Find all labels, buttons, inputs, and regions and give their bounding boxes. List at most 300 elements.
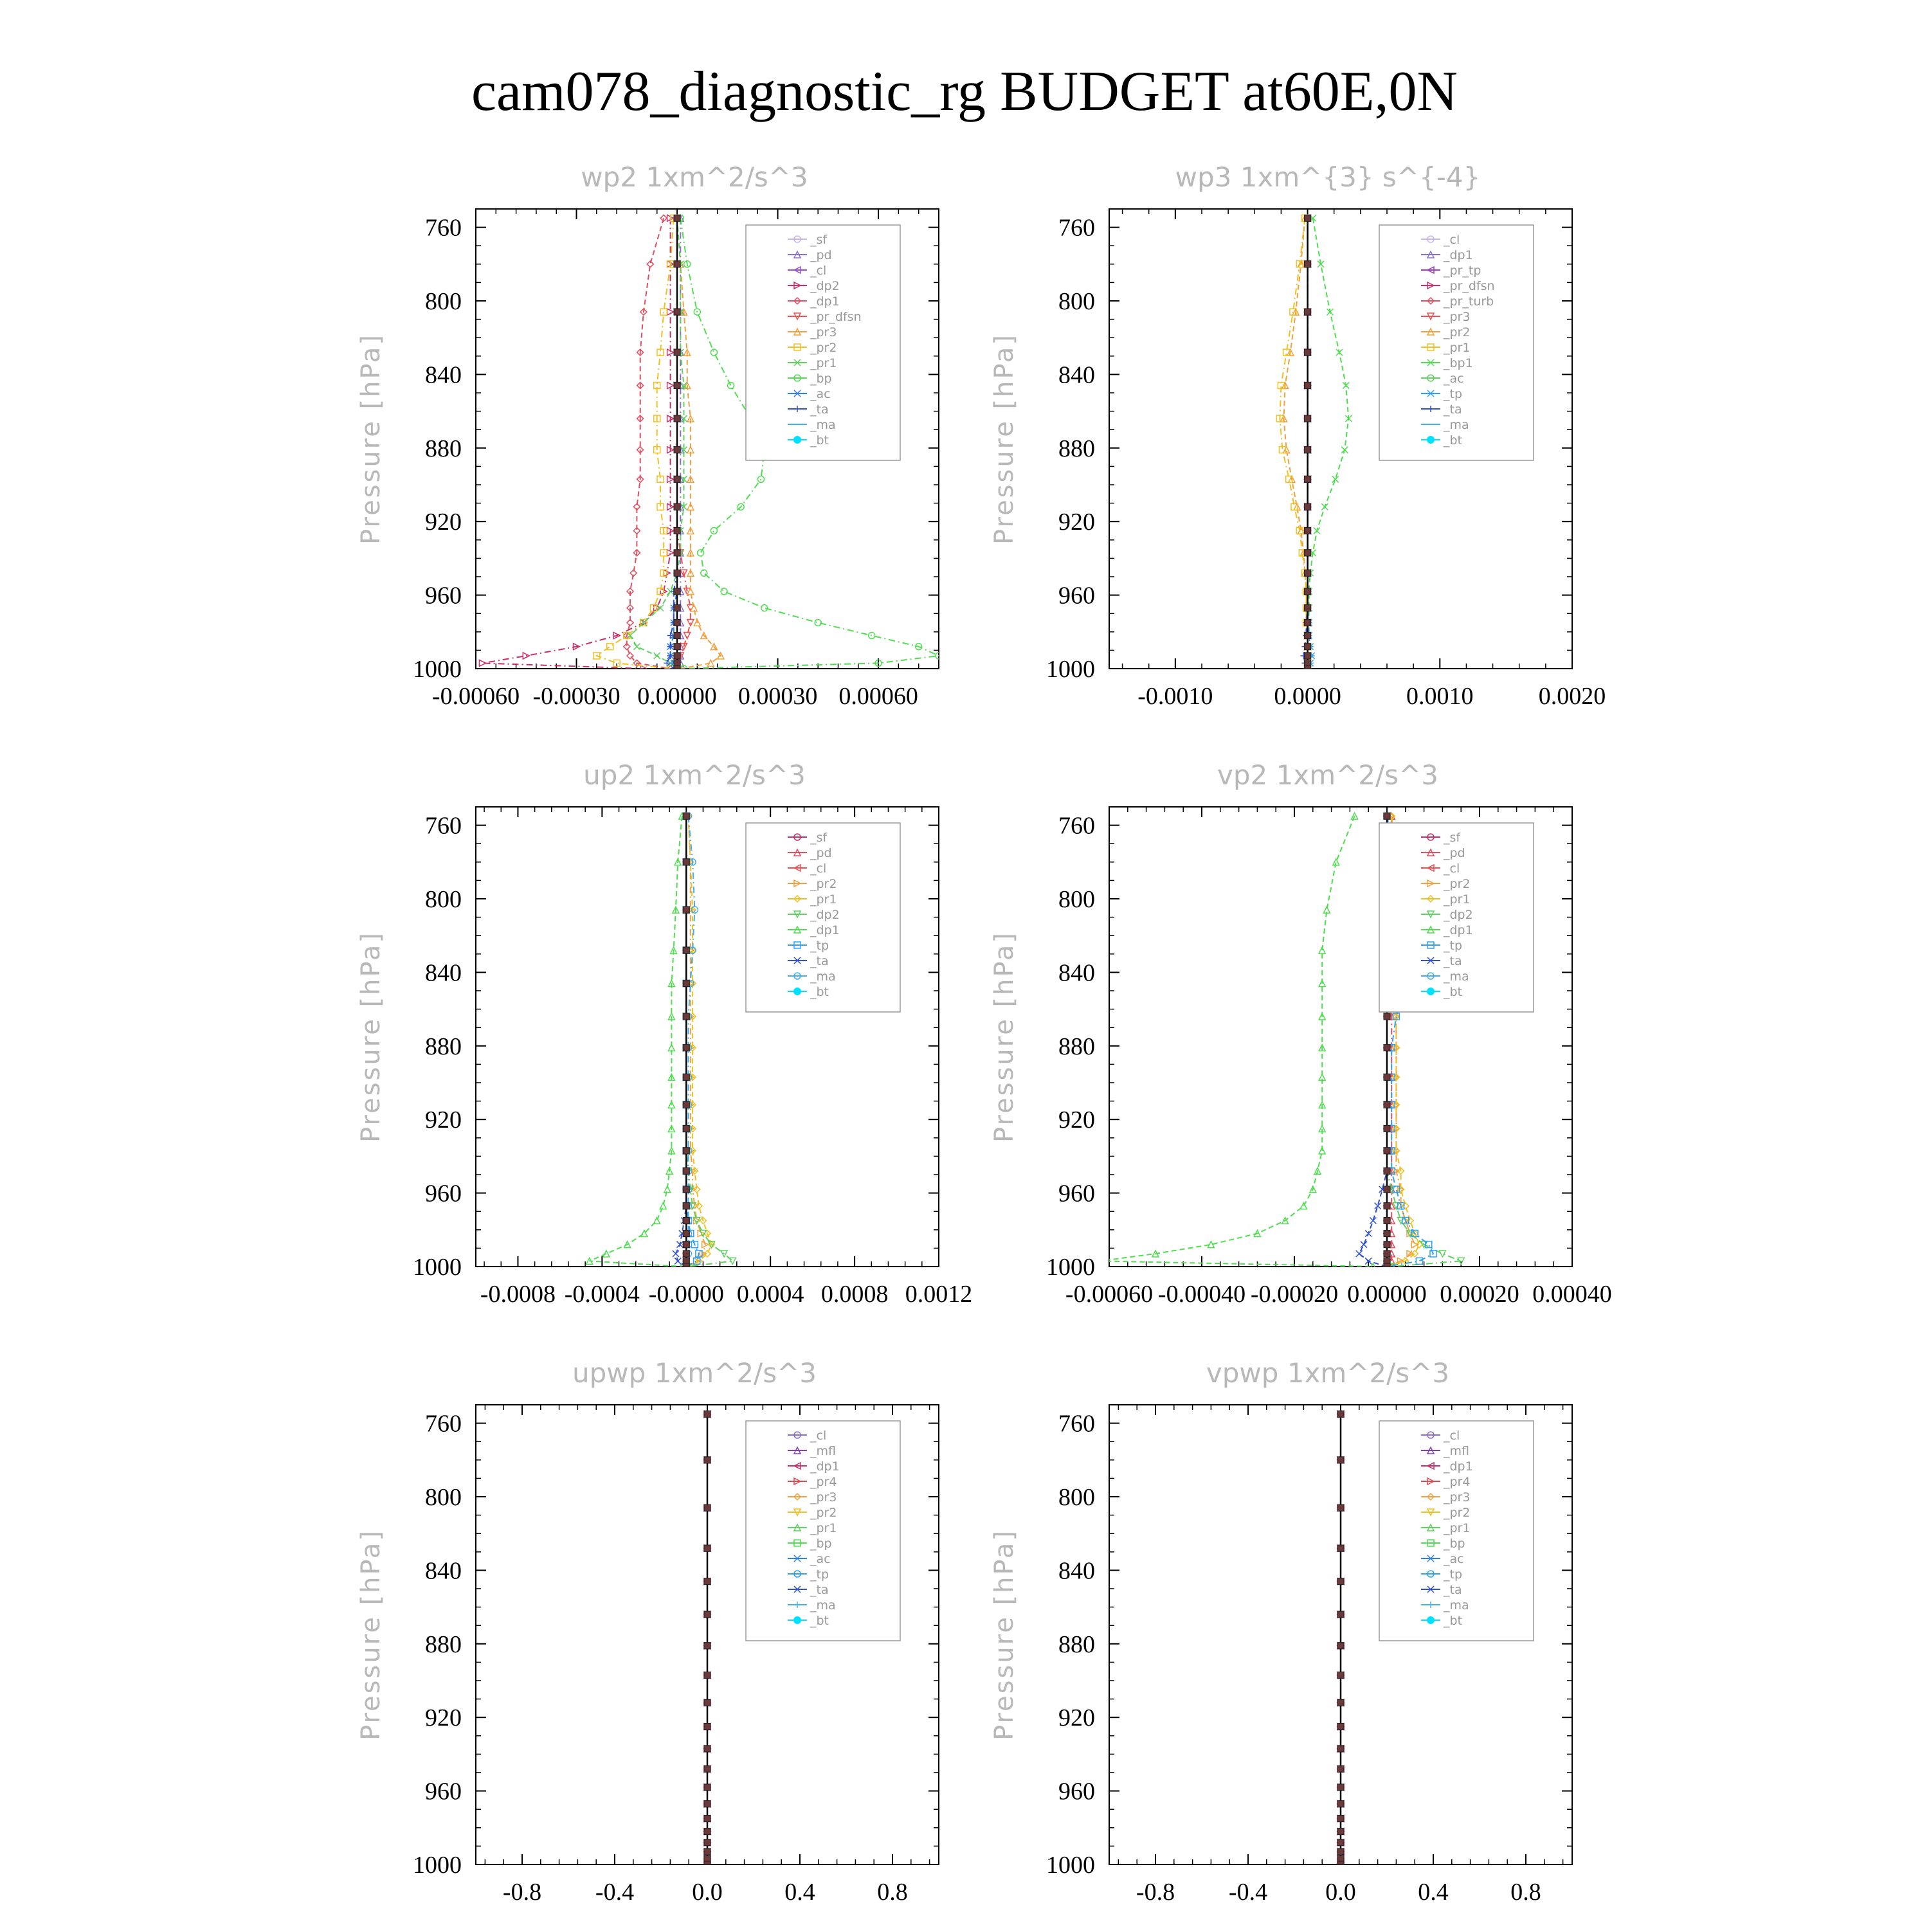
x-tick-label: 0.00020 [1440,1281,1519,1308]
legend-label: _tp [1444,387,1463,401]
series-line-pr2 [597,218,674,669]
data-point [1384,1013,1390,1020]
data-point [1384,1263,1390,1270]
data-point [683,1101,689,1108]
legend-label: _ac [1444,1552,1464,1566]
panel-4 [990,759,1612,1308]
legend-label: _pd [810,846,832,860]
data-point [1384,1148,1390,1154]
legend-label: _bt [810,1614,829,1628]
x-tick-label: 0.8 [877,1879,908,1906]
data-point [704,1746,711,1752]
data-point [674,261,680,267]
legend-label: _tp [1444,939,1463,953]
x-tick-label: -0.00060 [1065,1281,1154,1308]
legend-swatch-marker [1427,436,1435,444]
x-tick-label: 0.8 [1510,1879,1541,1906]
y-tick-label: 880 [425,1630,462,1658]
series-group [1337,1411,1344,1868]
data-point [1337,1801,1344,1807]
data-point [1305,605,1311,611]
legend-label: _dp2 [810,908,840,922]
x-tick-label: -0.8 [502,1879,542,1906]
x-tick-label: -0.8 [1136,1879,1175,1906]
x-tick-label: -0.00030 [532,683,620,710]
legend-label: _pr2 [810,341,837,355]
data-point [683,1168,689,1174]
data-point [1319,947,1325,953]
data-point [674,503,680,510]
legend-label: _pr2 [1444,325,1471,339]
legend-label: _tp [810,1567,829,1582]
x-tick-label: -0.00020 [1250,1281,1339,1308]
data-point [1341,447,1348,453]
data-point [1305,633,1311,639]
data-point [674,528,680,534]
data-point [721,588,727,595]
data-point [1439,1250,1445,1257]
series-line-ta [667,218,677,669]
data-point [674,620,680,626]
y-tick-label: 960 [425,582,462,609]
panel-5 [356,1357,939,1906]
legend-label: _ma [1444,970,1469,984]
legend-label: _bp [1444,1537,1465,1551]
x-tick-label: 0.00040 [1532,1281,1612,1308]
data-point [704,1724,711,1730]
legend-label: _ac [810,1552,831,1566]
y-tick-label: 760 [425,812,462,840]
data-point [704,1643,711,1649]
legend-label: _pr1 [810,892,837,907]
legend-label: _pd [1444,846,1465,860]
data-point [704,1765,711,1772]
legend-label: _ta [810,402,829,417]
legend-label: _dp1 [1444,1459,1473,1474]
data-point [1305,261,1311,267]
data-point [683,1186,689,1193]
legend-label: _sf [1444,831,1461,845]
data-point [674,644,680,650]
y-tick-label: 840 [1058,361,1095,389]
data-point [1337,1784,1344,1791]
legend-label: _ma [810,1598,836,1612]
legend-label: _pr1 [1444,892,1471,907]
panel-title: vpwp 1xm^2/s^3 [1206,1357,1450,1389]
y-tick-label: 840 [425,361,462,389]
data-point [633,644,640,650]
data-point [1305,309,1311,315]
data-point [1305,383,1311,389]
data-point [1384,1045,1390,1051]
data-point [674,349,680,356]
x-tick-label: 0.0004 [736,1281,804,1308]
data-point [1305,415,1311,422]
data-point [674,309,680,315]
series-line-dp1 [590,816,682,1267]
data-point [673,1250,679,1257]
x-tick-label: 0.00060 [838,683,918,710]
x-tick-label: 0.0 [1325,1879,1356,1906]
data-point [1305,528,1311,534]
legend-label: _dp2 [1444,908,1473,922]
data-point [1384,1203,1390,1209]
data-point [1097,1258,1103,1264]
x-tick-label: 0.0008 [820,1281,889,1308]
x-tick-label: -0.0004 [564,1281,640,1308]
data-point [683,907,689,913]
data-point [674,665,680,672]
x-tick-label: 0.0010 [1406,683,1474,710]
y-tick-label: 880 [1058,1033,1095,1060]
y-tick-label: 920 [1058,1704,1095,1732]
legend-label: _mfl [810,1444,836,1458]
legend-label: _ac [1444,372,1464,386]
x-tick-label: 0.00000 [1347,1281,1427,1308]
data-point [674,215,680,221]
data-point [704,1578,711,1585]
data-point [704,1839,711,1846]
data-point [664,1186,671,1193]
data-point [660,1203,666,1209]
data-point [674,415,680,422]
x-tick-label: 0.00000 [637,683,717,710]
data-point [1384,1241,1390,1248]
data-point [1305,620,1311,626]
data-point [683,1241,689,1248]
data-point [704,1816,711,1822]
data-point [683,1263,689,1270]
data-point [1305,503,1311,510]
data-point [683,1250,689,1257]
data-point [704,1411,711,1417]
data-point [1337,1746,1344,1752]
data-point [1305,644,1311,650]
data-point [1337,1848,1344,1855]
data-point [1337,1545,1344,1551]
series-line-pr2 [1284,218,1308,669]
legend-label: _cl [810,1429,827,1443]
data-point [683,1074,689,1080]
data-point [1337,1672,1344,1678]
data-point [674,476,680,482]
legend-label: _ma [1444,1598,1469,1612]
y-tick-label: 1000 [1046,1852,1095,1879]
legend-label: _pr1 [810,1521,837,1535]
data-point [683,1231,689,1237]
legend-label: _dp1 [1444,923,1473,937]
y-tick-label: 760 [425,214,462,242]
data-point [1337,1839,1344,1846]
legend-label: _pr2 [1444,877,1471,891]
data-point [683,859,689,865]
data-point [683,1148,689,1154]
legend-label: _pr4 [810,1475,837,1489]
data-point [1300,1203,1307,1209]
x-tick-label: 0.0012 [905,1281,973,1308]
legend-label: _ac [810,387,831,401]
data-point [1305,588,1311,595]
data-point [1337,1611,1344,1618]
y-tick-label: 760 [1058,812,1095,840]
data-point [704,1611,711,1618]
legend-label: _pr_dfsn [810,310,862,324]
data-point [728,383,734,389]
legend-label: _cl [810,862,827,876]
panel-title: up2 1xm^2/s^3 [583,759,806,791]
y-tick-label: 880 [1058,1630,1095,1658]
y-tick-label: 760 [1058,214,1095,242]
panel-title: upwp 1xm^2/s^3 [572,1357,817,1389]
series-line-dp2 [482,218,670,669]
y-tick-label: 920 [1058,509,1095,536]
legend-label: _dp1 [810,1459,840,1474]
data-point [1361,1241,1367,1248]
data-point [704,1801,711,1807]
legend-label: _sf [810,831,828,845]
data-point [674,447,680,453]
y-tick-label: 760 [425,1410,462,1438]
data-point [1337,1828,1344,1835]
x-tick-label: -0.0010 [1137,683,1213,710]
data-point [704,1848,711,1855]
panel-title: wp2 1xm^2/s^3 [581,161,808,193]
y-tick-label: 800 [1058,288,1095,315]
legend-label: _ta [1444,1583,1462,1597]
data-point [1305,653,1311,659]
data-point [1337,1411,1344,1417]
legend-swatch-marker [1427,988,1435,995]
data-point [683,947,689,953]
y-tick-label: 840 [425,1557,462,1585]
legend-label: _pr_tp [1444,264,1481,278]
y-tick-label: 960 [1058,1778,1095,1805]
data-point [1337,1699,1344,1706]
legend-label: _pr2 [810,1506,837,1520]
data-point [683,813,689,819]
x-tick-label: -0.00040 [1157,1281,1246,1308]
legend-swatch-marker [793,1616,801,1624]
legend-label: _bp [810,1537,832,1551]
x-tick-label: 0.0 [692,1879,723,1906]
data-point [1321,503,1328,510]
data-point [1384,813,1390,819]
data-point [700,1231,706,1237]
data-point [1305,476,1311,482]
x-tick-label: 0.00030 [738,683,818,710]
legend-label: _pr_turb [1444,294,1494,309]
legend-label: _pr3 [810,1490,837,1504]
data-point [1337,1765,1344,1772]
legend-label: _pr2 [810,877,837,891]
data-point [683,980,689,987]
y-tick-label: 920 [1058,1106,1095,1134]
y-axis-label: Pressure [hPa] [990,931,1019,1142]
x-tick-label: -0.4 [1228,1879,1268,1906]
x-tick-label: -0.0000 [648,1281,724,1308]
legend-label: _pr3 [1444,1490,1471,1504]
legend-label: _ta [810,954,829,968]
legend-label: _ta [1444,402,1462,417]
data-point [1337,1861,1344,1868]
data-point [704,1784,711,1791]
legend-label: _cl [1444,233,1460,247]
y-axis-label: Pressure [hPa] [990,1529,1019,1740]
legend-label: _dp2 [810,279,840,293]
data-point [1305,665,1311,672]
data-point [479,660,485,666]
legend-label: _ta [1444,954,1462,968]
y-tick-label: 800 [1058,1484,1095,1511]
legend-label: _dp1 [1444,248,1473,262]
legend-label: _bt [1444,985,1463,999]
data-point [1337,1643,1344,1649]
data-point [674,605,680,611]
x-tick-label: -0.4 [595,1879,635,1906]
legend-label: _bt [1444,1614,1463,1628]
data-point [684,633,691,639]
data-point [1384,1186,1390,1193]
y-tick-label: 800 [1058,886,1095,913]
series-group [586,813,736,1270]
data-point [1337,1578,1344,1585]
y-tick-label: 1000 [413,656,462,683]
data-point [698,550,704,556]
data-point [674,653,680,659]
y-tick-label: 800 [425,288,462,315]
panel-title: vp2 1xm^2/s^3 [1217,759,1438,791]
data-point [1356,1250,1363,1257]
x-tick-label: 0.4 [1418,1879,1449,1906]
legend-label: _bt [810,433,829,447]
data-point [674,570,680,576]
series-group [1276,215,1352,672]
data-point [1305,349,1311,356]
legend-label: _bp1 [1444,356,1473,370]
data-point [704,1828,711,1835]
x-tick-label: -0.00060 [431,683,520,710]
data-point [1337,1816,1344,1822]
series-line-pr1 [1280,218,1307,669]
y-tick-label: 960 [425,1778,462,1805]
y-tick-label: 1000 [413,1852,462,1879]
series-line-pr3 [677,218,721,669]
data-point [653,1218,660,1224]
data-point [1305,550,1311,556]
data-point [674,588,680,595]
y-tick-label: 880 [1058,435,1095,462]
data-point [1305,447,1311,453]
y-tick-label: 1000 [1046,656,1095,683]
data-point [704,1861,711,1868]
y-axis-label: Pressure [hPa] [990,333,1019,545]
y-tick-label: 840 [1058,1557,1095,1585]
data-point [667,309,674,315]
x-tick-label: 0.0020 [1538,683,1606,710]
x-tick-label: -0.0008 [480,1281,556,1308]
legend-label: _ma [810,970,836,984]
data-point [660,309,667,315]
data-point [654,653,660,659]
legend-label: _mfl [1444,1444,1469,1458]
legend-label: _pr1 [1444,341,1471,355]
data-point [1416,1258,1422,1264]
data-point [683,1045,689,1051]
data-point [1370,1218,1376,1224]
legend-label: _pr3 [1444,310,1471,324]
panel-1 [356,161,942,710]
legend-label: _cl [810,264,827,278]
y-tick-label: 840 [1058,959,1095,987]
data-point [704,1672,711,1678]
series-line-dp1 [1100,816,1373,1267]
y-axis-label: Pressure [hPa] [356,333,386,545]
legend-label: _dp1 [810,294,840,309]
legend-label: _tp [1444,1567,1463,1582]
legend-label: _sf [810,233,828,247]
y-tick-label: 960 [425,1180,462,1207]
legend-swatch-marker [793,436,801,444]
y-tick-label: 1000 [1046,1254,1095,1281]
y-axis-label: Pressure [hPa] [356,931,386,1142]
y-tick-label: 880 [425,435,462,462]
series-line-pr_dfsn [677,218,691,669]
data-point [683,1203,689,1209]
legend-label: _pr2 [1444,1506,1471,1520]
panel-title: wp3 1xm^{3} s^{-4} [1175,161,1481,193]
data-point [667,383,674,389]
legend-label: _pr3 [810,325,837,339]
y-tick-label: 960 [1058,1180,1095,1207]
data-point [711,528,717,534]
legend-label: _ma [1444,418,1469,432]
data-point [1411,1241,1418,1248]
x-tick-label: 0.0000 [1274,683,1341,710]
data-point [1384,1126,1390,1132]
data-point [683,1013,689,1020]
x-tick-label: 0.4 [784,1879,815,1906]
data-point [1337,1724,1344,1730]
legend-label: _ma [810,418,836,432]
series-group [704,1411,711,1868]
data-point [1337,1457,1344,1463]
data-point [1332,476,1339,482]
data-point [704,1545,711,1551]
data-point [1365,1231,1372,1237]
legend-label: _bt [810,985,829,999]
y-tick-label: 800 [425,886,462,913]
data-point [683,1218,689,1224]
legend-label: _ta [810,1583,829,1597]
y-tick-label: 920 [425,1704,462,1732]
y-tick-label: 760 [1058,1410,1095,1438]
panel-6 [990,1357,1572,1906]
y-tick-label: 800 [425,1484,462,1511]
y-tick-label: 960 [1058,582,1095,609]
data-point [1314,528,1320,534]
panel-3 [356,759,972,1308]
data-point [667,550,674,556]
data-point [1384,1074,1390,1080]
legend-label: _tp [810,939,829,953]
y-tick-label: 1000 [413,1254,462,1281]
y-tick-label: 840 [425,959,462,987]
legend-label: _bt [1444,433,1463,447]
legend-label: _pr1 [810,356,837,370]
data-point [674,383,680,389]
y-tick-label: 880 [425,1033,462,1060]
data-point [711,349,717,356]
